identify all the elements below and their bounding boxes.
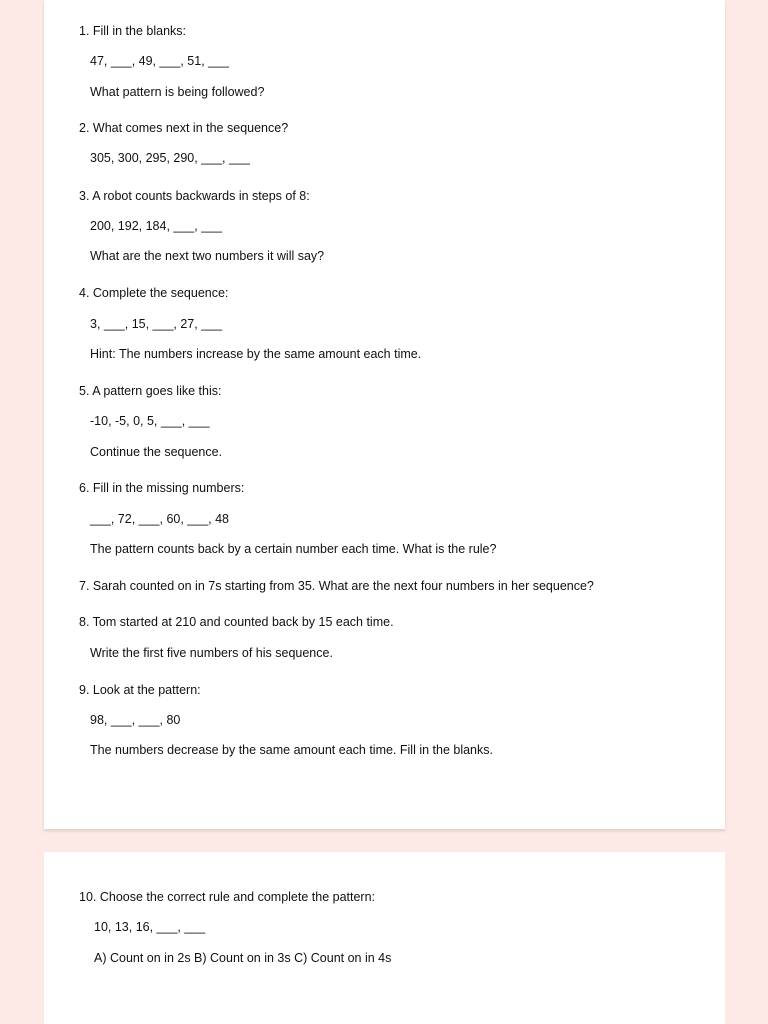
- question-6-title: 6. Fill in the missing numbers:: [79, 481, 245, 495]
- question-3-prompt: What are the next two numbers it will say?: [90, 249, 325, 263]
- question-8-title: 8. Tom started at 210 and counted back by 15 each time.: [79, 615, 394, 629]
- question-10-sequence: 10, 13, 16, ___, ___: [94, 920, 206, 934]
- worksheet-page-1: [44, 0, 725, 829]
- worksheet-page-2: [44, 852, 725, 1024]
- question-3-title: 3. A robot counts backwards in steps of 8:: [79, 189, 310, 203]
- question-1-title: 1. Fill in the blanks:: [79, 24, 186, 38]
- question-5-sequence: -10, -5, 0, 5, ___, ___: [90, 414, 210, 428]
- question-9-sequence: 98, ___, ___, 80: [90, 713, 181, 727]
- question-4-hint: Hint: The numbers increase by the same amount each time.: [90, 347, 422, 361]
- question-5-prompt: Continue the sequence.: [90, 445, 223, 459]
- question-8-prompt: Write the first five numbers of his sequence.: [90, 646, 333, 660]
- question-7-title: 7. Sarah counted on in 7s starting from 35. What are the next four numbers in her sequence?: [79, 579, 594, 593]
- question-1-sequence: 47, ___, 49, ___, 51, ___: [90, 54, 230, 68]
- question-2-sequence: 305, 300, 295, 290, ___, ___: [90, 151, 250, 165]
- question-10-options: A) Count on in 2s B) Count on in 3s C) Count on in 4s: [94, 951, 392, 965]
- question-6-sequence: ___, 72, ___, 60, ___, 48: [90, 512, 230, 526]
- question-9-prompt: The numbers decrease by the same amount each time. Fill in the blanks.: [90, 743, 493, 757]
- question-1-prompt: What pattern is being followed?: [90, 85, 265, 99]
- question-5-title: 5. A pattern goes like this:: [79, 384, 222, 398]
- question-6-prompt: The pattern counts back by a certain number each time. What is the rule?: [90, 542, 497, 556]
- question-2-title: 2. What comes next in the sequence?: [79, 121, 289, 135]
- question-10-title: 10. Choose the correct rule and complete the pattern:: [79, 890, 376, 904]
- question-3-sequence: 200, 192, 184, ___, ___: [90, 219, 223, 233]
- question-4-sequence: 3, ___, 15, ___, 27, ___: [90, 317, 223, 331]
- question-9-title: 9. Look at the pattern:: [79, 683, 201, 697]
- question-4-title: 4. Complete the sequence:: [79, 286, 229, 300]
